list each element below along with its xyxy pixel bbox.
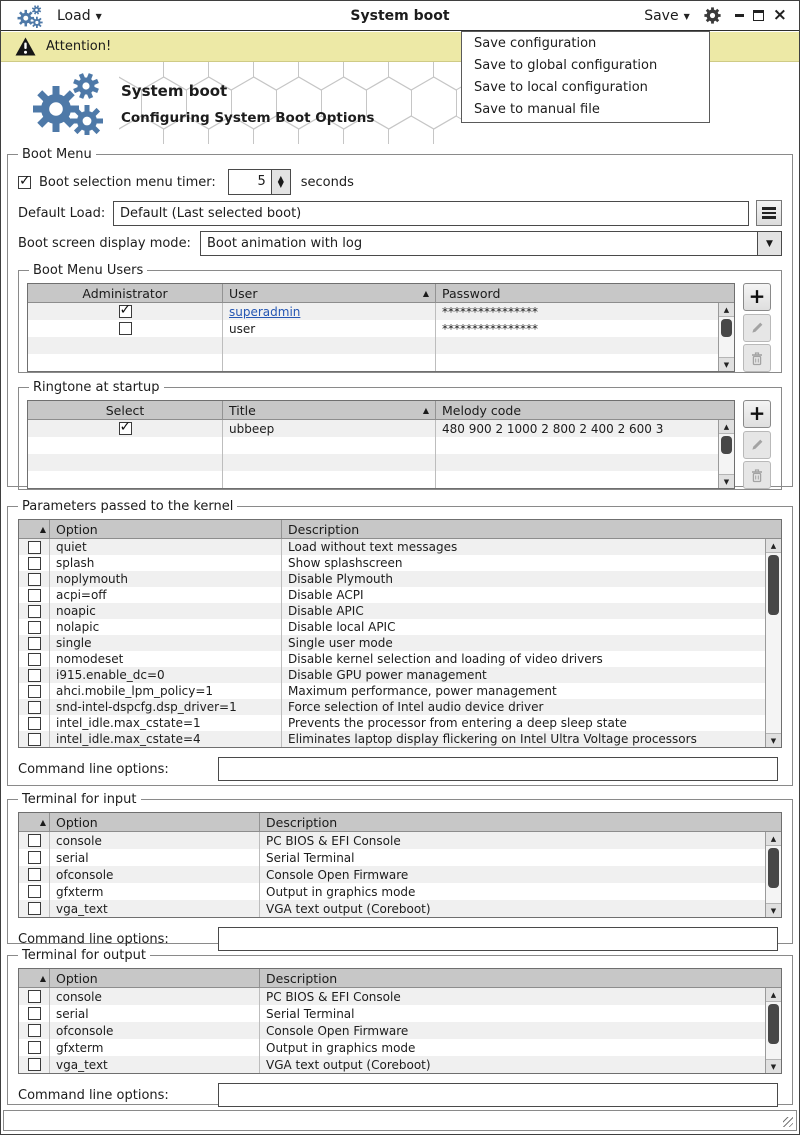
warning-triangle-icon bbox=[15, 37, 36, 56]
kernel-param-checkbox[interactable] bbox=[28, 669, 41, 682]
kernel-param-option: ahci.mobile_lpm_policy=1 bbox=[56, 684, 214, 698]
pencil-icon bbox=[750, 321, 764, 335]
users-col-user[interactable]: User ▲ bbox=[222, 284, 435, 302]
close-button[interactable]: × bbox=[772, 5, 787, 25]
plus-icon: + bbox=[748, 401, 766, 425]
ringtone-scrollbar[interactable] bbox=[718, 420, 734, 488]
kernel-param-description: Disable Plymouth bbox=[288, 572, 393, 586]
kernel-cmdline-label: Command line options: bbox=[18, 761, 169, 777]
kernel-param-option: nomodeset bbox=[56, 652, 124, 666]
terminal-option-checkbox[interactable] bbox=[28, 1024, 41, 1037]
save-menu-button[interactable] bbox=[644, 8, 690, 24]
terminal-option-checkbox[interactable] bbox=[28, 990, 41, 1003]
terminal-description: Console Open Firmware bbox=[266, 1023, 409, 1038]
chevron-down-icon: ▼ bbox=[95, 12, 102, 21]
kernel-param-description: Single user mode bbox=[288, 636, 393, 650]
users-scrollbar[interactable] bbox=[718, 303, 734, 371]
kernel-param-checkbox[interactable] bbox=[28, 605, 41, 618]
combo-arrow-icon[interactable]: ▼ bbox=[757, 232, 781, 255]
terminal-output-row[interactable] bbox=[19, 988, 765, 1005]
kernel-param-checkbox[interactable] bbox=[28, 573, 41, 586]
ringtone-col-melody[interactable]: Melody code bbox=[435, 401, 734, 419]
kernel-param-option: intel_idle.max_cstate=1 bbox=[56, 716, 201, 730]
terminal-description: VGA text output (Coreboot) bbox=[266, 1057, 431, 1072]
kernel-param-row[interactable] bbox=[19, 651, 765, 667]
kernel-param-row[interactable] bbox=[19, 731, 765, 747]
kernel-param-checkbox[interactable] bbox=[28, 701, 41, 714]
kernel-param-checkbox[interactable] bbox=[28, 685, 41, 698]
kernel-param-row[interactable] bbox=[19, 667, 765, 683]
sort-asc-icon: ▲ bbox=[39, 973, 46, 983]
terminal-output-table bbox=[18, 968, 782, 1074]
terminal-input-cmdline-label: Command line options: bbox=[18, 931, 169, 947]
settings-gear-icon[interactable] bbox=[704, 7, 721, 24]
kernel-param-description: Prevents the processor from entering a deep sleep state bbox=[288, 716, 627, 730]
kernel-param-checkbox[interactable] bbox=[28, 637, 41, 650]
kernel-param-row[interactable] bbox=[19, 587, 765, 603]
terminal-option: console bbox=[56, 833, 102, 848]
kernel-scrollbar[interactable] bbox=[765, 539, 781, 747]
scroll-up-icon[interactable]: ▲ bbox=[719, 303, 734, 317]
plus-icon: + bbox=[748, 284, 766, 308]
terminal-option: vga_text bbox=[56, 1057, 108, 1072]
terminal-description: Serial Terminal bbox=[266, 1006, 355, 1021]
app-gears-icon bbox=[15, 4, 43, 28]
terminal-output-cmdline-input[interactable] bbox=[218, 1083, 778, 1107]
terminal-output-legend: Terminal for output bbox=[22, 948, 146, 963]
spinner-arrows-icon[interactable]: ▲ ▼ bbox=[271, 170, 290, 194]
ringtone-legend: Ringtone at startup bbox=[33, 380, 160, 395]
terminal-input-row[interactable] bbox=[19, 883, 765, 900]
kernel-param-option: noplymouth bbox=[56, 572, 128, 586]
terminal-option: gfxterm bbox=[56, 884, 104, 899]
load-menu-button[interactable] bbox=[57, 8, 102, 24]
ringtone-table-row[interactable] bbox=[28, 454, 718, 471]
ringtone-table-row[interactable] bbox=[28, 420, 718, 437]
sort-asc-icon: ▲ bbox=[422, 405, 429, 415]
scroll-down-icon[interactable]: ▼ bbox=[766, 903, 781, 917]
termout-col-option[interactable]: Option bbox=[49, 969, 259, 987]
boot-menu-legend: Boot Menu bbox=[22, 147, 92, 162]
terminal-option-checkbox[interactable] bbox=[28, 1058, 41, 1071]
user-password: **************** bbox=[442, 321, 538, 336]
edit-ringtone-button[interactable] bbox=[743, 431, 771, 459]
default-load-list-button[interactable] bbox=[756, 200, 782, 226]
terminal-option-checkbox[interactable] bbox=[28, 902, 41, 915]
user-admin-checkbox[interactable] bbox=[119, 322, 132, 335]
kernel-param-row[interactable] bbox=[19, 715, 765, 731]
sort-asc-icon: ▲ bbox=[422, 288, 429, 298]
terminal-input-row[interactable] bbox=[19, 832, 765, 849]
kernel-param-description: Disable APIC bbox=[288, 604, 364, 618]
terminal-input-scrollbar[interactable] bbox=[765, 832, 781, 917]
scroll-thumb[interactable] bbox=[768, 555, 779, 615]
user-password: **************** bbox=[442, 304, 538, 319]
user-name[interactable]: user bbox=[229, 321, 256, 336]
save-dropdown-menu bbox=[461, 31, 710, 123]
scroll-thumb[interactable] bbox=[768, 1004, 779, 1044]
title-bar bbox=[1, 1, 799, 31]
kernel-param-checkbox[interactable] bbox=[28, 589, 41, 602]
terminal-description: PC BIOS & EFI Console bbox=[266, 989, 401, 1004]
terminal-option: ofconsole bbox=[56, 867, 114, 882]
ringtone-select-checkbox[interactable] bbox=[119, 422, 132, 435]
scroll-up-icon[interactable]: ▲ bbox=[766, 539, 781, 553]
users-table-row[interactable] bbox=[28, 354, 718, 371]
load-menu-label: Load bbox=[57, 7, 91, 24]
terminal-input-legend: Terminal for input bbox=[22, 792, 137, 807]
scroll-up-icon[interactable]: ▲ bbox=[719, 420, 734, 434]
attention-text: Attention! bbox=[46, 39, 112, 54]
timer-value[interactable]: 5 bbox=[257, 174, 266, 189]
kernel-param-description: Maximum performance, power management bbox=[288, 684, 557, 698]
kernel-param-row[interactable] bbox=[19, 635, 765, 651]
users-table bbox=[27, 283, 735, 372]
timer-unit-label: seconds bbox=[300, 174, 354, 190]
terminal-output-row[interactable] bbox=[19, 1039, 765, 1056]
kernel-params-table bbox=[18, 519, 782, 748]
kernel-param-checkbox[interactable] bbox=[28, 733, 41, 746]
kernel-param-option: noapic bbox=[56, 604, 96, 618]
kernel-param-row[interactable] bbox=[19, 571, 765, 587]
display-mode-select[interactable] bbox=[200, 231, 782, 256]
ringtone-title: ubbeep bbox=[229, 421, 275, 436]
scroll-up-icon[interactable]: ▲ bbox=[766, 988, 781, 1002]
default-load-input[interactable] bbox=[113, 201, 749, 226]
boot-menu-section bbox=[7, 147, 793, 487]
terminal-input-row[interactable] bbox=[19, 849, 765, 866]
ringtone-melody: 480 900 2 1000 2 800 2 400 2 600 3 bbox=[442, 421, 664, 436]
termin-col-option[interactable]: Option bbox=[49, 813, 259, 831]
resize-grip-icon[interactable] bbox=[783, 1117, 793, 1127]
kernel-param-checkbox[interactable] bbox=[28, 541, 41, 554]
kernel-param-row[interactable] bbox=[19, 539, 765, 555]
sort-asc-icon: ▲ bbox=[39, 524, 46, 534]
scroll-down-icon[interactable]: ▼ bbox=[766, 733, 781, 747]
terminal-option: serial bbox=[56, 1006, 89, 1021]
display-mode-label: Boot screen display mode: bbox=[18, 236, 191, 251]
termout-col-description[interactable]: Description bbox=[259, 969, 781, 987]
kernel-param-option: splash bbox=[56, 556, 95, 570]
timer-label: Boot selection menu timer: bbox=[39, 174, 216, 190]
terminal-output-section bbox=[7, 948, 793, 1105]
terminal-description: Console Open Firmware bbox=[266, 867, 409, 882]
header-subtitle: Configuring System Boot Options bbox=[121, 110, 375, 126]
users-col-administrator[interactable]: Administrator bbox=[82, 285, 168, 301]
ringtone-col-title[interactable]: Title ▲ bbox=[222, 401, 435, 419]
kernel-param-description: Show splashscreen bbox=[288, 556, 403, 570]
kernel-param-row[interactable] bbox=[19, 555, 765, 571]
users-table-row[interactable] bbox=[28, 303, 718, 320]
maximize-button[interactable] bbox=[753, 10, 764, 21]
kernel-param-option: intel_idle.max_cstate=4 bbox=[56, 732, 201, 746]
terminal-output-row[interactable] bbox=[19, 1005, 765, 1022]
users-col-password[interactable]: Password bbox=[435, 284, 734, 302]
terminal-input-row[interactable] bbox=[19, 900, 765, 917]
terminal-output-cmdline-label: Command line options: bbox=[18, 1087, 169, 1103]
scroll-down-icon[interactable]: ▼ bbox=[766, 1059, 781, 1073]
add-user-button[interactable] bbox=[743, 283, 771, 311]
terminal-option-checkbox[interactable] bbox=[28, 834, 41, 847]
kernel-param-description: Disable ACPI bbox=[288, 588, 364, 602]
terminal-option: console bbox=[56, 989, 102, 1004]
hexagon-pattern bbox=[119, 62, 464, 144]
save-menu-item[interactable]: Save to global configuration bbox=[474, 58, 658, 73]
terminal-input-table bbox=[18, 812, 782, 918]
terminal-output-scrollbar[interactable] bbox=[765, 988, 781, 1073]
kernel-col-option[interactable]: Option bbox=[49, 520, 281, 538]
kernel-param-description: Eliminates laptop display flickering on Intel Ultra Voltage processors bbox=[288, 732, 697, 746]
users-table-row[interactable] bbox=[28, 337, 718, 354]
terminal-input-section bbox=[7, 792, 793, 947]
add-ringtone-button[interactable] bbox=[743, 400, 771, 428]
kernel-param-row[interactable] bbox=[19, 603, 765, 619]
user-admin-checkbox[interactable] bbox=[119, 305, 132, 318]
default-load-label: Default Load: bbox=[18, 205, 106, 221]
terminal-output-row[interactable] bbox=[19, 1022, 765, 1039]
terminal-option-checkbox[interactable] bbox=[28, 885, 41, 898]
boot-menu-users-section bbox=[18, 263, 782, 373]
kernel-params-section bbox=[7, 499, 793, 786]
kernel-params-legend: Parameters passed to the kernel bbox=[22, 499, 234, 514]
ringtone-table-row[interactable] bbox=[28, 471, 718, 488]
kernel-param-row[interactable] bbox=[19, 699, 765, 715]
edit-user-button[interactable] bbox=[743, 314, 771, 342]
terminal-description: VGA text output (Coreboot) bbox=[266, 901, 431, 916]
ringtone-col-select[interactable]: Select bbox=[105, 402, 145, 418]
window-title: System boot bbox=[350, 7, 450, 24]
users-legend: Boot Menu Users bbox=[33, 263, 144, 278]
ringtone-table bbox=[27, 400, 735, 489]
save-menu-item[interactable]: Save configuration bbox=[474, 36, 597, 51]
terminal-option: vga_text bbox=[56, 901, 108, 916]
kernel-param-description: Load without text messages bbox=[288, 540, 458, 554]
delete-ringtone-button[interactable] bbox=[743, 461, 771, 489]
kernel-param-option: acpi=off bbox=[56, 588, 107, 602]
scroll-down-icon[interactable]: ▼ bbox=[719, 357, 734, 371]
terminal-input-row[interactable] bbox=[19, 866, 765, 883]
ringtone-section bbox=[18, 380, 782, 490]
trash-icon bbox=[750, 351, 764, 366]
kernel-param-option: single bbox=[56, 636, 92, 650]
user-name[interactable]: superadmin bbox=[229, 304, 301, 319]
kernel-param-description: Disable GPU power management bbox=[288, 668, 487, 682]
scroll-thumb[interactable] bbox=[768, 848, 779, 888]
timer-checkbox[interactable] bbox=[18, 176, 31, 189]
header-title: System boot bbox=[121, 82, 228, 100]
terminal-option: serial bbox=[56, 850, 89, 865]
kernel-col-checkbox[interactable] bbox=[19, 520, 49, 538]
terminal-output-row[interactable] bbox=[19, 1056, 765, 1073]
kernel-param-row[interactable] bbox=[19, 683, 765, 699]
scroll-thumb[interactable] bbox=[721, 436, 732, 454]
kernel-param-option: quiet bbox=[56, 540, 87, 554]
kernel-cmdline-input[interactable] bbox=[218, 757, 778, 781]
sort-asc-icon: ▲ bbox=[39, 817, 46, 827]
kernel-param-checkbox[interactable] bbox=[28, 717, 41, 730]
terminal-description: Output in graphics mode bbox=[266, 884, 416, 899]
kernel-param-description: Disable local APIC bbox=[288, 620, 396, 634]
kernel-param-option: nolapic bbox=[56, 620, 100, 634]
scroll-up-icon[interactable]: ▲ bbox=[766, 832, 781, 846]
terminal-option-checkbox[interactable] bbox=[28, 1007, 41, 1020]
kernel-param-row[interactable] bbox=[19, 619, 765, 635]
kernel-param-checkbox[interactable] bbox=[28, 557, 41, 570]
termin-col-description[interactable]: Description bbox=[259, 813, 781, 831]
termout-col-checkbox[interactable] bbox=[19, 969, 49, 987]
gears-logo-icon bbox=[25, 71, 105, 135]
termin-col-checkbox[interactable] bbox=[19, 813, 49, 831]
terminal-option: gfxterm bbox=[56, 1040, 104, 1055]
terminal-description: PC BIOS & EFI Console bbox=[266, 833, 401, 848]
chevron-down-icon: ▼ bbox=[683, 12, 690, 21]
display-mode-value: Boot animation with log bbox=[207, 236, 363, 251]
terminal-option-checkbox[interactable] bbox=[28, 1041, 41, 1054]
scroll-down-icon[interactable]: ▼ bbox=[719, 474, 734, 488]
kernel-param-checkbox[interactable] bbox=[28, 653, 41, 666]
pencil-icon bbox=[750, 438, 764, 452]
minimize-button[interactable] bbox=[735, 14, 744, 17]
delete-user-button[interactable] bbox=[743, 344, 771, 372]
terminal-description: Output in graphics mode bbox=[266, 1040, 416, 1055]
terminal-option-checkbox[interactable] bbox=[28, 851, 41, 864]
save-menu-item[interactable]: Save to manual file bbox=[474, 102, 600, 117]
terminal-option: ofconsole bbox=[56, 1023, 114, 1038]
terminal-description: Serial Terminal bbox=[266, 850, 355, 865]
trash-icon bbox=[750, 468, 764, 483]
kernel-param-option: snd-intel-dspcfg.dsp_driver=1 bbox=[56, 700, 237, 714]
kernel-param-checkbox[interactable] bbox=[28, 621, 41, 634]
save-menu-label: Save bbox=[644, 7, 679, 24]
kernel-col-description[interactable]: Description bbox=[281, 520, 781, 538]
ringtone-table-row[interactable] bbox=[28, 437, 718, 454]
terminal-option-checkbox[interactable] bbox=[28, 868, 41, 881]
kernel-param-description: Force selection of Intel audio device driver bbox=[288, 700, 544, 714]
kernel-param-description: Disable kernel selection and loading of video drivers bbox=[288, 652, 603, 666]
scroll-thumb[interactable] bbox=[721, 319, 732, 337]
users-table-row[interactable] bbox=[28, 320, 718, 337]
kernel-param-option: i915.enable_dc=0 bbox=[56, 668, 165, 682]
status-bar bbox=[3, 1110, 797, 1131]
timer-spinner[interactable] bbox=[228, 169, 291, 195]
save-menu-item[interactable]: Save to local configuration bbox=[474, 80, 648, 95]
